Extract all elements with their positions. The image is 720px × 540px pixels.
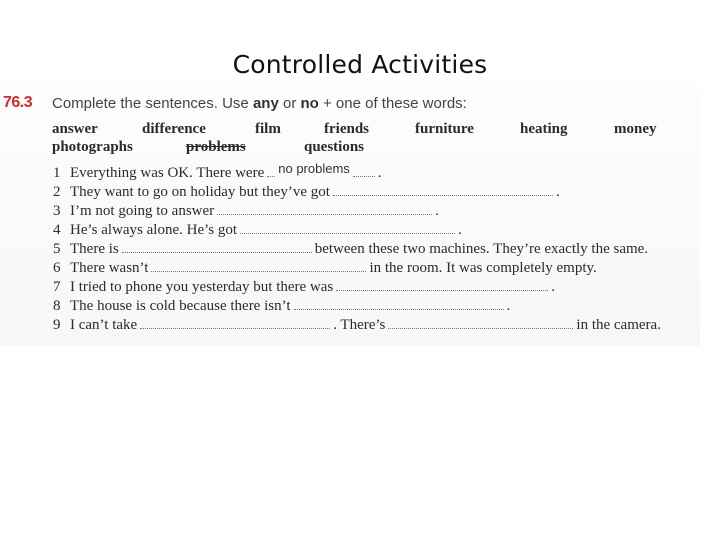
answer-blank[interactable] — [333, 194, 553, 196]
answer-blank[interactable] — [336, 289, 548, 291]
sentence-text: . — [435, 203, 439, 219]
sentence-text: . — [555, 184, 560, 200]
sentence-number: 4 — [53, 222, 61, 238]
word-friends: friends — [324, 121, 369, 137]
sentence-text: I tried to phone you yesterday but there was — [70, 279, 334, 295]
slide-title: Controlled Activities — [232, 50, 488, 79]
sentence-text: The house is cold because there isn’t — [70, 298, 291, 314]
example-answer: no problems — [278, 161, 350, 176]
answer-blank[interactable] — [140, 327, 330, 329]
sentence-number: 3 — [53, 203, 61, 219]
word-furniture: furniture — [415, 121, 474, 137]
sentence-number: 1 — [53, 165, 61, 181]
sentence-number: 7 — [53, 279, 61, 295]
sentence-text: There wasn’t — [70, 260, 149, 276]
exercise-scan — [0, 84, 700, 346]
sentence-text: in the room. It was completely empty. — [369, 260, 597, 276]
instruction-no: no — [300, 95, 319, 112]
word-heating: heating — [520, 121, 568, 137]
instruction-text-or: or — [278, 95, 301, 112]
answer-blank[interactable] — [267, 175, 275, 177]
exercise-instruction — [52, 95, 467, 112]
sentence-text: . There’s — [333, 317, 386, 333]
word-photographs: photographs — [52, 139, 133, 155]
instruction-text-start: Complete the sentences. Use — [52, 95, 253, 112]
sentence-text: . — [551, 279, 556, 295]
word-film: film — [255, 121, 281, 137]
answer-blank[interactable] — [353, 175, 375, 177]
sentence-text: . — [377, 165, 382, 181]
instruction-any: any — [252, 95, 279, 112]
exercise-number: 76.3 — [3, 94, 33, 111]
sentence-text: There is — [70, 241, 119, 257]
answer-blank[interactable] — [240, 232, 455, 234]
sentence-text: between these two machines. They’re exactly the same. — [314, 241, 649, 257]
instruction-text-end: + one of these words: — [318, 95, 467, 112]
answer-blank[interactable] — [217, 213, 432, 215]
answer-blank[interactable] — [122, 251, 312, 253]
sentence-number: 9 — [53, 317, 61, 333]
sentence-text: He’s always alone. He’s got — [70, 222, 238, 238]
word-problems-crossed: problems — [186, 139, 246, 155]
sentence-text: . — [506, 298, 511, 314]
word-questions: questions — [304, 139, 365, 155]
sentence-number: 6 — [53, 260, 61, 276]
sentence-text: Everything was OK. There were — [70, 165, 265, 181]
sentence-number: 8 — [53, 298, 61, 314]
word-difference: difference — [142, 121, 206, 137]
answer-blank[interactable] — [151, 270, 366, 272]
sentence-number: 5 — [53, 241, 61, 257]
sentence-text: I can’t take — [70, 317, 138, 333]
word-answer: answer — [52, 121, 98, 137]
sentence-text: They want to go on holiday but they’ve got — [70, 184, 330, 200]
sentence-number: 2 — [53, 184, 61, 200]
sentence-text: . — [458, 222, 462, 238]
answer-blank[interactable] — [388, 327, 573, 329]
sentence-text: I’m not going to answer — [70, 203, 215, 219]
sentence-text: in the camera. — [576, 317, 661, 333]
answer-blank[interactable] — [294, 308, 504, 310]
word-money: money — [614, 121, 657, 137]
